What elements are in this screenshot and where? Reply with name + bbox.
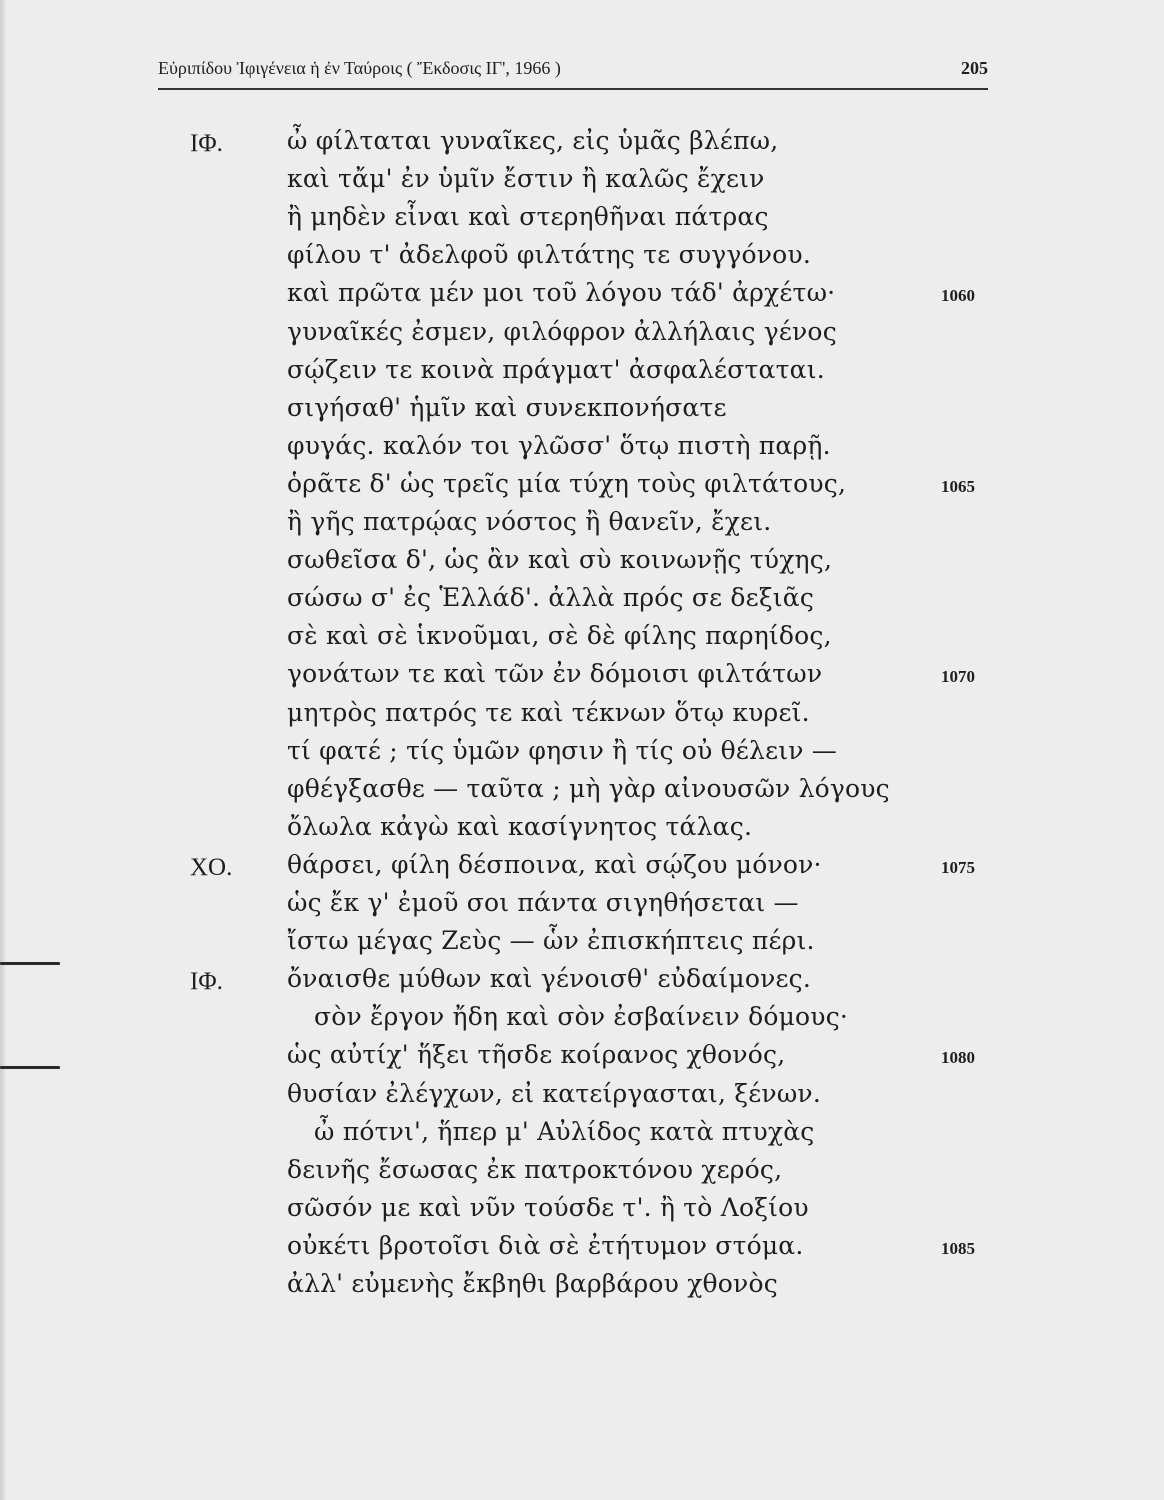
verse-line: [0, 1040, 1164, 1082]
line-number: 1080: [941, 1048, 975, 1068]
verse-text: φίλου τ' ἀδελφοῦ φιλτάτης τε συγγόνου.: [287, 240, 811, 270]
verse-text: γυναῖκές ἐσμεν, φιλόφρον ἀλλήλαις γένος: [287, 316, 837, 346]
verse-line: [0, 355, 1164, 397]
verse-text: καὶ τἄμ' ἐν ὑμῖν ἔστιν ἢ καλῶς ἔχειν: [287, 164, 765, 194]
verse-text: γονάτων τε καὶ τῶν ἐν δόμοισι φιλτάτων: [287, 659, 823, 689]
verse-text: τί φατέ ; τίς ὑμῶν φησιν ἢ τίς οὐ θέλειν —: [287, 735, 837, 765]
verse-line: [0, 888, 1164, 930]
verse-text: σιγήσαθ' ἡμῖν καὶ συνεκπονήσατε: [287, 392, 727, 422]
header-title: Εὐριπίδου Ἰφιγένεια ἡ ἐν Ταύροις ( Ἔκδοσις ΙΓ', 1966 ): [158, 58, 561, 78]
verse-line: [0, 1231, 1164, 1273]
verse-text: ὦ φίλταται γυναῖκες, εἰς ὑμᾶς βλέπω,: [287, 126, 779, 155]
verse-text: σῴζειν τε κοινὰ πράγματ' ἀσφαλέσταται.: [287, 354, 825, 384]
verse-text: σωθεῖσα δ', ὡς ἂν καὶ σὺ κοινωνῇς τύχης,: [287, 545, 833, 575]
header-rule: [158, 88, 988, 90]
verse-text: μητρὸς πατρός τε καὶ τέκνων ὅτῳ κυρεῖ.: [287, 697, 810, 727]
verse-text: καὶ πρῶτα μέν μοι τοῦ λόγου τάδ' ἀρχέτω·: [287, 278, 836, 308]
verse-text: σὸν ἔργον ἤδη καὶ σὸν ἐσβαίνειν δόμους·: [314, 1002, 849, 1032]
verse-line: [0, 621, 1164, 663]
verse-line: [0, 317, 1164, 359]
verse-line: [0, 1269, 1164, 1311]
verse-text: ὄναισθε μύθων καὶ γένοισθ' εὐδαίμονες.: [287, 964, 811, 994]
verse-line: [0, 126, 1164, 168]
verse-text: ὁρᾶτε δ' ὡς τρεῖς μία τύχη τοὺς φιλτάτους,: [287, 468, 847, 498]
verse-line: [0, 545, 1164, 587]
line-number: 1065: [941, 476, 975, 496]
verse-line: [0, 1193, 1164, 1235]
verse-line: [0, 1002, 1164, 1044]
verse-line: [0, 964, 1164, 1006]
verse-text: σὲ καὶ σὲ ἱκνοῦμαι, σὲ δὲ φίλης παρηίδος,: [287, 621, 832, 651]
verse-text: φυγάς. καλόν τοι γλῶσσ' ὅτῳ πιστὴ παρῇ.: [287, 430, 831, 460]
verse-line: [0, 431, 1164, 473]
verse-line: [0, 850, 1164, 892]
verse-line: [0, 278, 1164, 320]
verse-line: [0, 507, 1164, 549]
verse-text: σῶσόν με καὶ νῦν τούσδε τ'. ἢ τὸ Λοξίου: [287, 1192, 809, 1222]
verse-line: [0, 1155, 1164, 1197]
speaker-label: ΧΟ.: [190, 853, 233, 881]
verse-text: θάρσει, φίλη δέσποινα, καὶ σῴζου μόνον·: [287, 849, 822, 879]
line-number: 1085: [941, 1238, 975, 1258]
verse-text: οὐκέτι βροτοῖσι διὰ σὲ ἐτήτυμον στόμα.: [287, 1230, 804, 1260]
verse-text: ἴστω μέγας Ζεὺς — ὧν ἐπισκήπτεις πέρι.: [287, 926, 815, 956]
verse-text: φθέγξασθε — ταῦτα ; μὴ γὰρ αἰνουσῶν λόγους: [287, 773, 890, 803]
verse-text: θυσίαν ἐλέγχων, εἰ κατείργασται, ξένων.: [287, 1078, 821, 1108]
verse-line: [0, 164, 1164, 206]
speaker-label: ΙΦ.: [190, 130, 223, 157]
verse-text: ἢ γῆς πατρῴας νόστος ἢ θανεῖν, ἔχει.: [287, 507, 772, 536]
verse-line: [0, 583, 1164, 625]
verse-line: [0, 774, 1164, 816]
verse-line: [0, 202, 1164, 244]
verse-line: [0, 659, 1164, 701]
verse-text: ἀλλ' εὐμενὴς ἔκβηθι βαρβάρου χθονὸς: [287, 1269, 778, 1298]
running-header: [158, 58, 988, 84]
verse-text: ἢ μηδὲν εἶναι καὶ στερηθῆναι πάτρας: [287, 202, 769, 232]
verse-text: ὦ πότνι', ἥπερ μ' Αὐλίδος κατὰ πτυχὰς: [314, 1116, 815, 1146]
page-number: 205: [961, 58, 988, 78]
line-number: 1070: [941, 667, 975, 687]
verse-line: [0, 469, 1164, 511]
verse-text: ὡς αὐτίχ' ἥξει τῆσδε κοίρανος χθονός,: [287, 1040, 786, 1070]
verse-text: ὡς ἔκ γ' ἐμοῦ σοι πάντα σιγηθήσεται —: [287, 888, 799, 917]
verse-text: δεινῆς ἔσωσας ἐκ πατροκτόνου χερός,: [287, 1154, 783, 1184]
verse-line: [0, 240, 1164, 282]
verse-line: [0, 812, 1164, 854]
verse-line: [0, 736, 1164, 778]
verse-line: [0, 1079, 1164, 1121]
verse-line: [0, 393, 1164, 435]
verse-line: [0, 1117, 1164, 1159]
speaker-label: ΙΦ.: [190, 968, 223, 996]
verse-text: ὄλωλα κἀγὼ καὶ κασίγνητος τάλας.: [287, 811, 753, 841]
verse-line: [0, 926, 1164, 968]
verse-text: σώσω σ' ἐς Ἑλλάδ'. ἀλλὰ πρός σε δεξιᾶς: [287, 583, 815, 613]
line-number: 1060: [941, 286, 975, 306]
verse-line: [0, 698, 1164, 740]
line-number: 1075: [941, 857, 975, 877]
